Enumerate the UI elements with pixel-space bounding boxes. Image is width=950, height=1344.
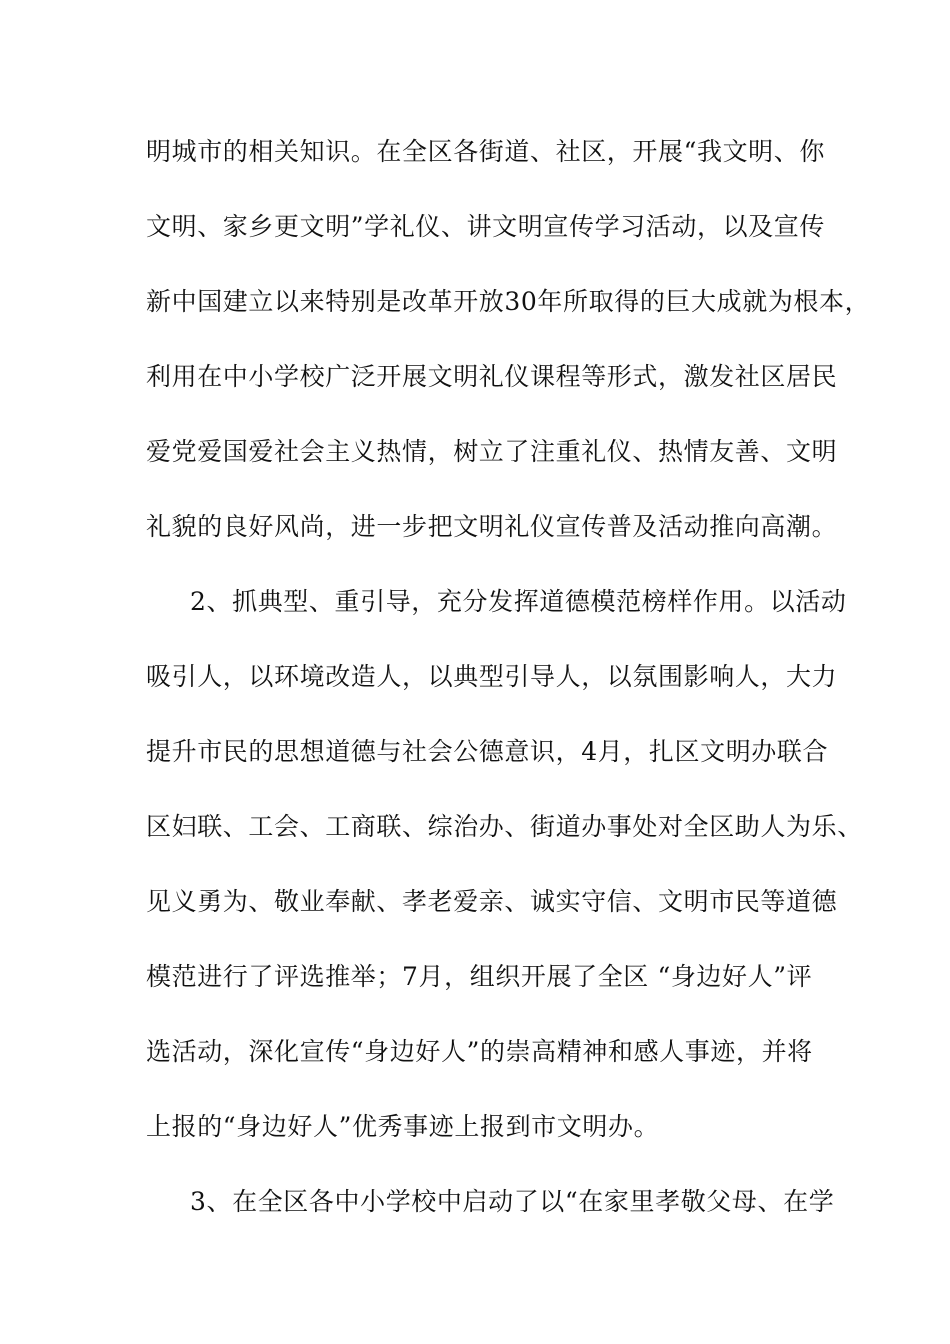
text-line: 爱党爱国爱社会主义热情，树立了注重礼仪、热情友善、文明: [146, 437, 838, 466]
text-line: 区妇联、工会、工商联、综治办、街道办事处对全区助人为乐、: [146, 812, 863, 841]
text-line: 新中国建立以来特别是改革开放30年所取得的巨大成就为根本，: [146, 287, 871, 316]
text-line: 文明、家乡更文明”学礼仪、讲文明宣传学习活动，以及宣传: [146, 212, 825, 241]
text-line: 利用在中小学校广泛开展文明礼仪课程等形式，激发社区居民: [146, 362, 838, 391]
paragraph-start-line: 3、在全区各中小学校中启动了以“在家里孝敬父母、在学: [190, 1187, 835, 1216]
text-line: 吸引人，以环境改造人，以典型引导人，以氛围影响人，大力: [146, 662, 838, 691]
text-line: 见义勇为、敬业奉献、孝老爱亲、诚实守信、文明市民等道德: [146, 887, 838, 916]
text-line: 模范进行了评选推举；7月，组织开展了全区 “身边好人”评: [146, 962, 813, 991]
text-line: 提升市民的思想道德与社会公德意识，4月，扎区文明办联合: [146, 737, 829, 766]
text-line: 选活动，深化宣传“身边好人”的崇高精神和感人事迹，并将: [146, 1037, 813, 1066]
paragraph-start-line: 2、抓典型、重引导，充分发挥道德模范榜样作用。以活动: [190, 587, 847, 616]
text-line: 上报的“身边好人”优秀事迹上报到市文明办。: [146, 1112, 660, 1141]
text-line: 礼貌的良好风尚，进一步把文明礼仪宣传普及活动推向高潮。: [146, 512, 838, 541]
text-line: 明城市的相关知识。在全区各街道、社区，开展“我文明、你: [146, 137, 825, 166]
